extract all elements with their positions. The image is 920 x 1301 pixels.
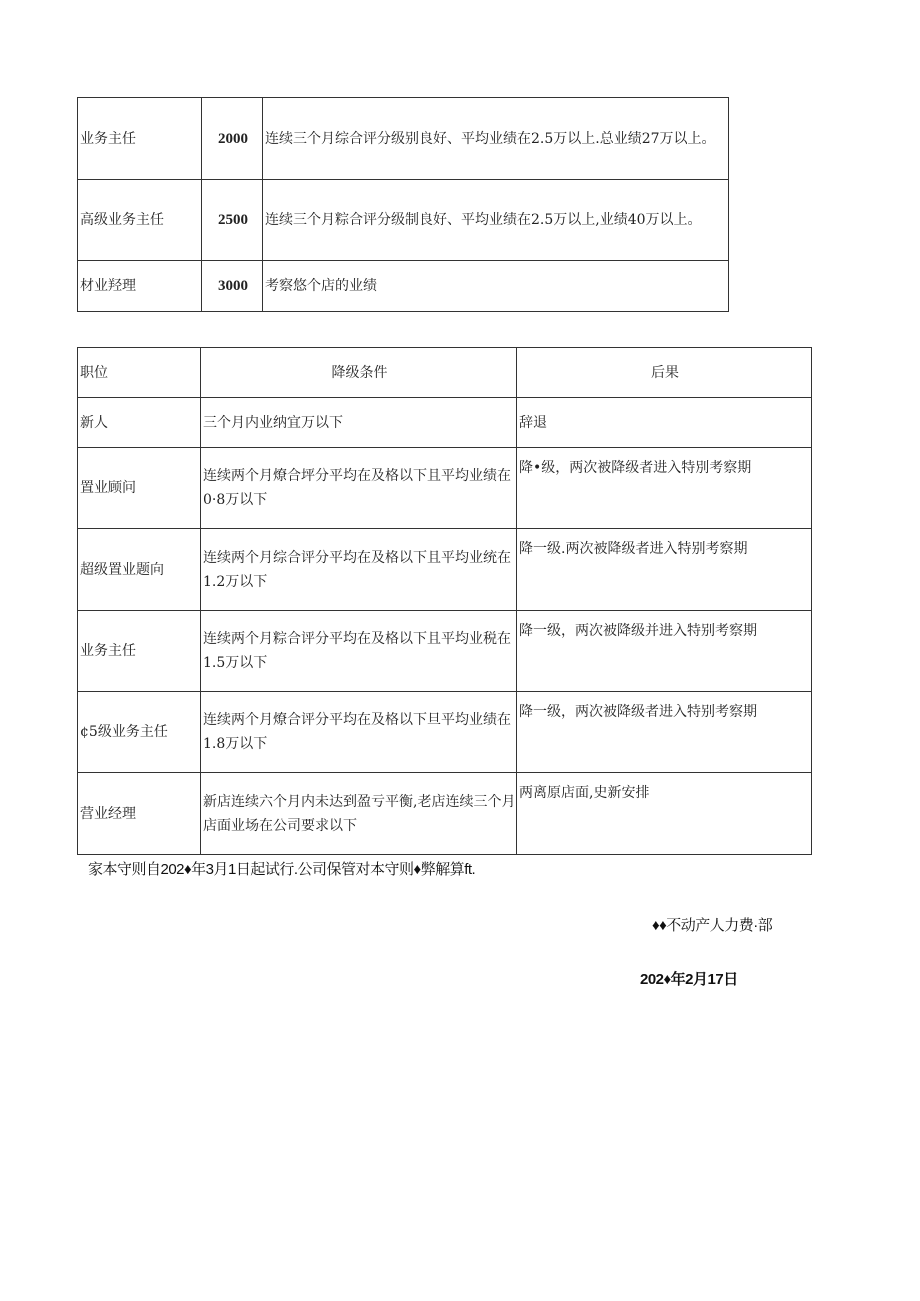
result-cell: 降一级.两次被降级者进入特别考察期 xyxy=(517,529,812,611)
position-cell: ¢5级业务主任 xyxy=(78,692,201,773)
result-cell: 降•级，两次被降级者进入特別考察期 xyxy=(517,448,812,529)
amount-cell: 2500 xyxy=(202,180,263,261)
demotion-table xyxy=(77,347,812,855)
condition-cell: 三个月内业纳宜万以下 xyxy=(201,398,517,448)
footer-date: 202♦年2月17日 xyxy=(640,971,738,988)
footer-department: ♦♦不动产人力费·部 xyxy=(652,917,773,934)
position-cell: 高级业务主任 xyxy=(78,180,202,261)
header-result: 后果 xyxy=(517,348,812,398)
result-cell: 辞退 xyxy=(517,398,812,448)
table-header-row xyxy=(78,348,812,398)
table-row xyxy=(78,398,812,448)
result-cell: 降一级，两次被降级并进入特别考察期 xyxy=(517,611,812,692)
condition-cell: 连续两个月粽合评分平均在及格以下且平均业税在1.5万以下 xyxy=(201,611,517,692)
position-cell: 新人 xyxy=(78,398,201,448)
result-cell: 降一级，两次被降级者进入特别考察期 xyxy=(517,692,812,773)
position-cell: 业务主任 xyxy=(78,98,202,180)
table-row xyxy=(78,611,812,692)
promotion-table xyxy=(77,97,729,312)
condition-cell: 连续三个月粽合评分级制良好、平均业绩在2.5万以上,业绩40万以上。 xyxy=(263,180,729,261)
position-cell: 材业羟理 xyxy=(78,261,202,312)
table-row xyxy=(78,98,729,180)
table-row xyxy=(78,261,729,312)
table-row xyxy=(78,180,729,261)
condition-cell: 连续三个月综合评分级别良好、平均业绩在2.5万以上.总业绩27万以上。 xyxy=(263,98,729,180)
table-row xyxy=(78,529,812,611)
footer-note: 家本守则自202♦年3月1日起试行.公司保管对本守则♦弊解算ft. xyxy=(88,861,476,878)
position-cell: 置业顾问 xyxy=(78,448,201,529)
header-condition: 降级条件 xyxy=(201,348,517,398)
table-row xyxy=(78,448,812,529)
condition-cell: 新店连续六个月内未达到盈亏平衡,老店连续三个月店面业场在公司要求以下 xyxy=(201,773,517,855)
header-position: 职位 xyxy=(78,348,201,398)
condition-cell: 连续两个月燎合评分平均在及格以下旦平均业绩在1.8万以下 xyxy=(201,692,517,773)
position-cell: 营业经理 xyxy=(78,773,201,855)
amount-cell: 3000 xyxy=(202,261,263,312)
condition-cell: 考察悠个店的业绩 xyxy=(263,261,729,312)
condition-cell: 连续两个月燎合坪分平均在及格以下且平均业绩在0·8万以下 xyxy=(201,448,517,529)
amount-cell: 2000 xyxy=(202,98,263,180)
result-cell: 两离原店面,史新安排 xyxy=(517,773,812,855)
position-cell: 业务主任 xyxy=(78,611,201,692)
position-cell: 超级置业题向 xyxy=(78,529,201,611)
condition-cell: 连续两个月综合评分平均在及格以下且平均业统在1.2万以下 xyxy=(201,529,517,611)
table-row xyxy=(78,692,812,773)
table-row xyxy=(78,773,812,855)
